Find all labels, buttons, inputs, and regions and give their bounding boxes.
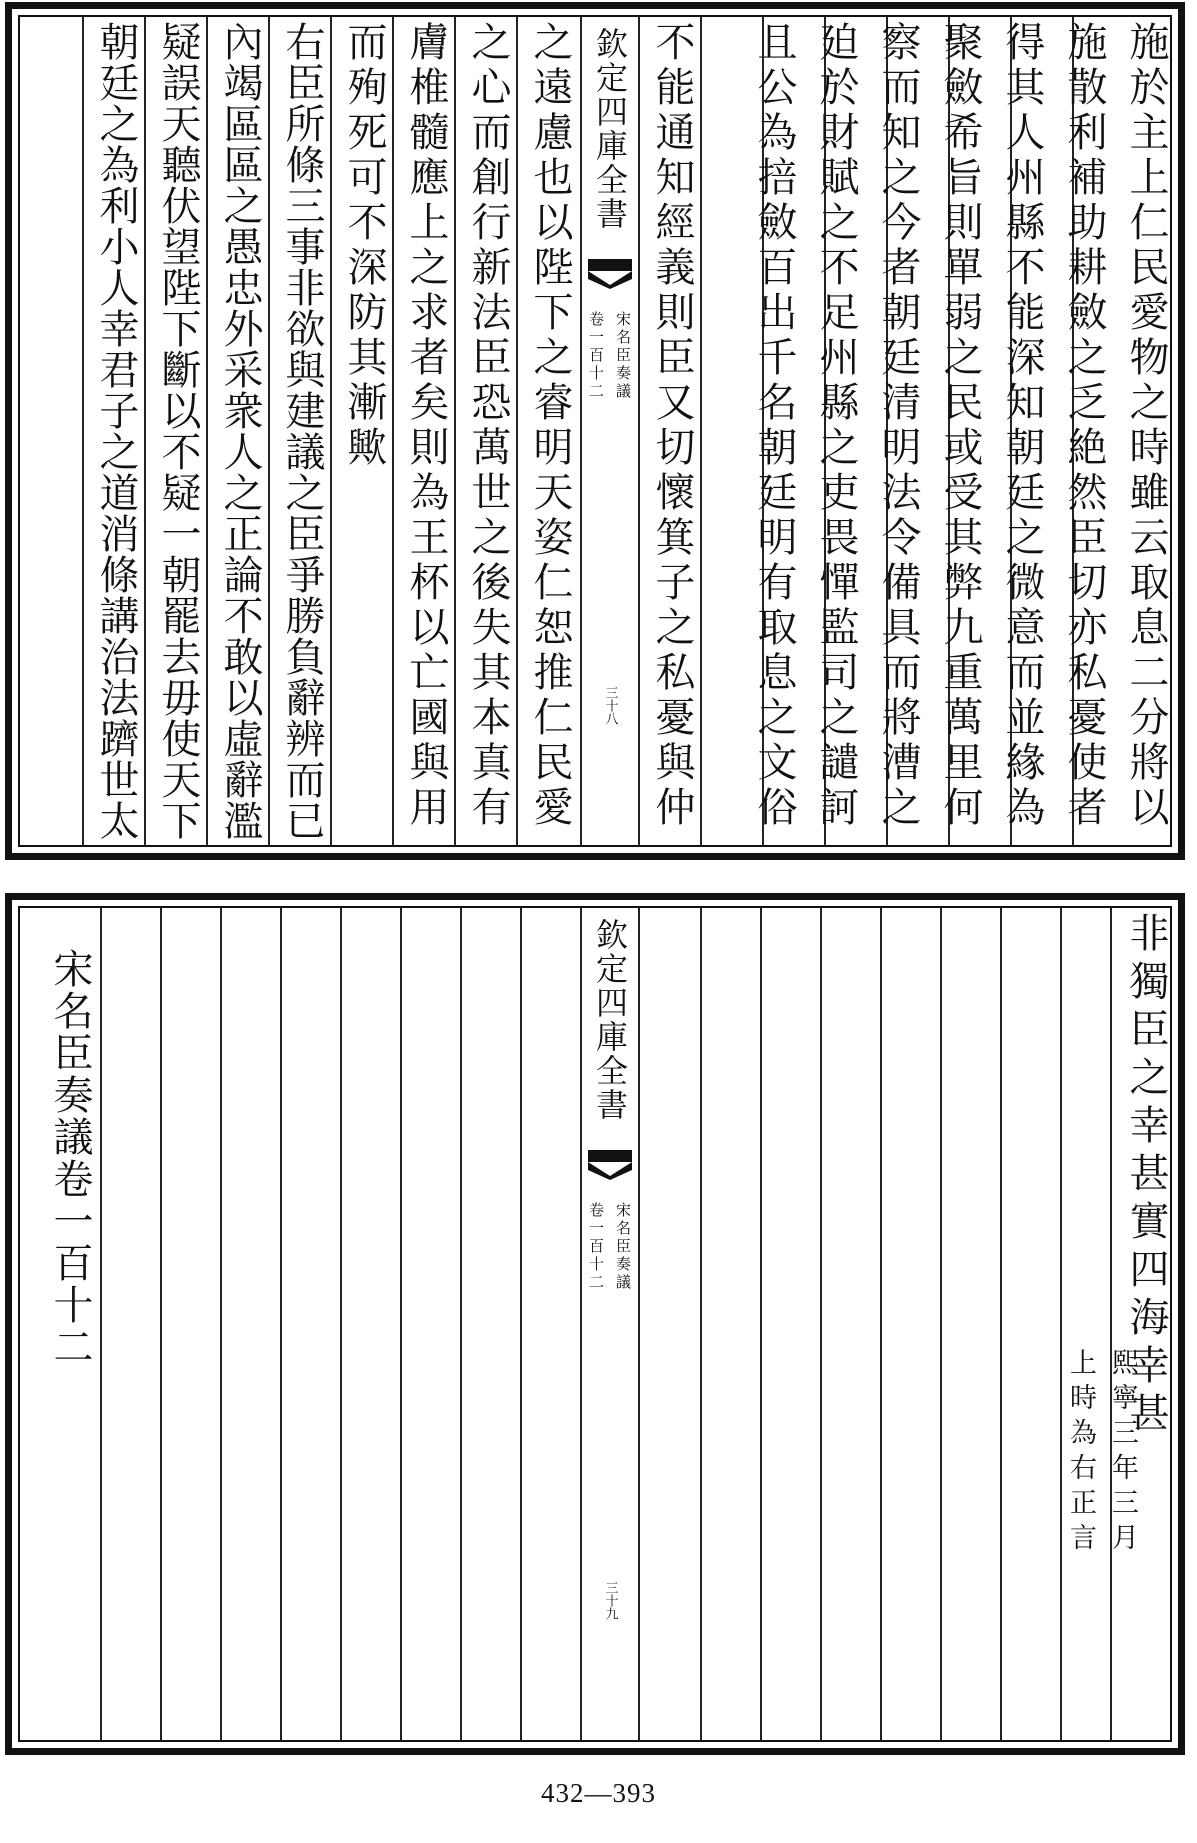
text-column: 廹於財賦之不足州縣之吏畏憚監司之譴訶 [813,21,859,831]
book-title: 宋名臣奏議 [614,1202,632,1292]
text-column: 右臣所條三事非欲與建議之臣爭勝負辭辨而已 [279,21,325,841]
top-page-frame [5,2,1185,860]
text-column: 非獨臣之幸甚實四海幸甚 [1123,912,1169,1440]
book-title: 宋名臣奏議 [614,311,632,401]
bottom-page-frame [5,893,1185,1755]
fishtail-mark-icon [588,1150,632,1180]
text-column: 施散利補助耕斂之乏絶然臣切亦私憂使者 [1061,21,1107,831]
volume-number: 卷一百十二 [587,311,605,401]
volume-number: 卷一百十二 [587,1202,605,1292]
date-note [1064,1348,1138,1558]
folio-number: 三十八 [602,686,618,725]
text-column: 內竭區區之愚忠外采衆人之正論不敢以虛辭濫 [217,21,263,841]
page-reference-number: 432—393 [541,1778,656,1808]
end-title: 宋名臣奏議卷一百十二 [47,948,93,1368]
text-column: 察而知之今者朝廷清明法令備具而將漕之 [875,21,921,831]
date-note-line: 熙寧三年三月 [1107,1348,1138,1558]
folio-number: 三十九 [602,1581,618,1620]
center-book-info [586,1202,634,1292]
top-page-inner-border [18,15,1172,847]
text-column: 而殉死可不深防其漸歟 [341,21,387,471]
date-note-line: 上時為右正言 [1065,1348,1096,1558]
text-column: 之心而創行新法臣恐萬世之後失其本真有 [465,21,511,831]
fishtail-mark-icon [588,259,632,289]
library-title: 欽定四庫全書 [591,918,629,1122]
center-fold-column [580,908,640,1740]
bottom-page-inner-border [18,906,1172,1742]
library-title: 欽定四庫全書 [591,27,629,231]
center-book-info [586,311,634,401]
text-column: 且公為掊斂百出千名朝廷明有取息之文俗 [751,21,797,831]
text-column: 施於主上仁民愛物之時雖云取息二分將以 [1123,21,1169,831]
text-column: 之遠慮也以陛下之睿明天姿仁恕推仁民愛 [527,21,573,831]
text-column: 朝廷之為利小人幸君子之道消條講治法躋世太 [93,21,139,841]
text-column: 不能通知經義則臣又切懷箕子之私憂與仲 [649,21,695,831]
text-column: 疑誤天聽伏望陛下斷以不疑一朝罷去毋使天下 [155,21,201,841]
text-column: 聚斂希旨則單弱之民或受其弊九重萬里何 [937,21,983,831]
text-column: 得其人州縣不能深知朝廷之微意而並緣為 [999,21,1045,831]
text-column: 膚椎髓應上之求者矣則為王杯以亡國與用 [403,21,449,831]
center-fold-column [580,17,640,845]
